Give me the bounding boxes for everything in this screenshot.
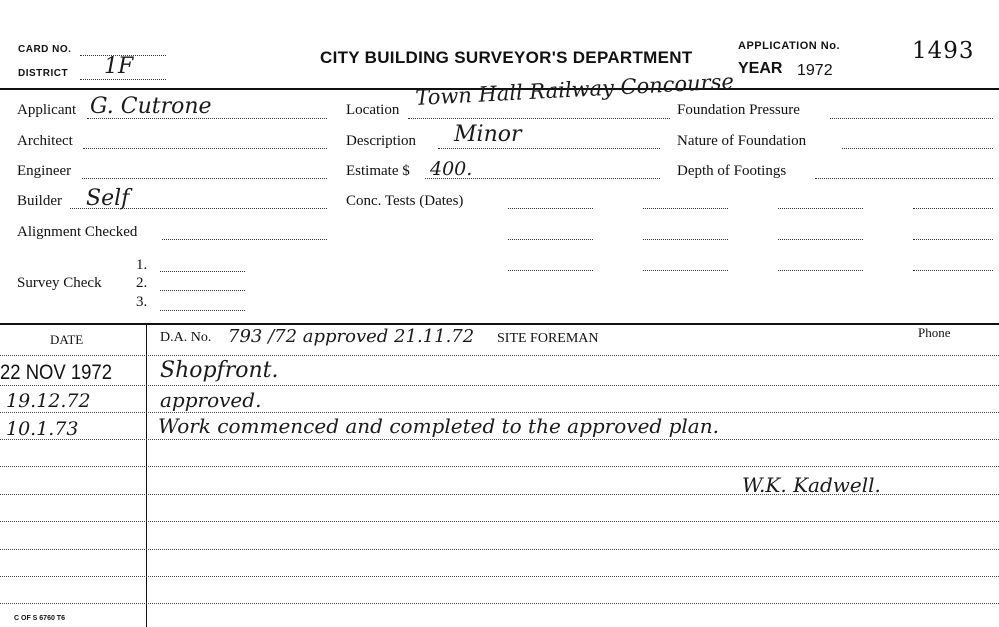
card-no-label: CARD NO. — [18, 44, 72, 55]
conc-line — [643, 208, 728, 209]
survey-check-label: Survey Check — [17, 275, 102, 291]
applicant-label: Applicant — [17, 102, 77, 118]
conc-line — [508, 270, 593, 271]
log-row-line — [0, 466, 999, 467]
district-line — [80, 79, 166, 80]
location-label: Location — [346, 102, 400, 118]
foundation-pressure-line — [830, 118, 993, 119]
conc-line — [643, 270, 728, 271]
da-label: D.A. No. — [160, 330, 212, 345]
conc-tests-label: Conc. Tests (Dates) — [346, 193, 464, 209]
alignment-line — [162, 239, 327, 240]
nature-foundation-line — [842, 148, 993, 149]
survey-line-3 — [160, 310, 245, 311]
architect-label: Architect — [17, 133, 73, 149]
date-column-divider — [146, 324, 147, 627]
conc-line — [508, 208, 593, 209]
form-code: C OF S 6760 T6 — [14, 615, 65, 622]
conc-line — [913, 270, 993, 271]
description-value: Minor — [454, 122, 522, 147]
builder-label: Builder — [17, 193, 62, 209]
entry-text: Shopfront. — [160, 358, 279, 383]
application-label: APPLICATION No. — [738, 40, 841, 52]
signature: W.K. Kadwell. — [742, 473, 881, 497]
foundation-pressure-label: Foundation Pressure — [677, 102, 800, 118]
log-row-line — [0, 521, 999, 522]
log-row-line — [0, 576, 999, 577]
district-label: DISTRICT — [18, 68, 69, 79]
entry-date: 10.1.73 — [6, 418, 79, 440]
location-line — [408, 118, 670, 119]
district-value: 1F — [104, 54, 134, 79]
log-row-line — [0, 412, 999, 413]
conc-line — [508, 239, 593, 240]
log-row-line — [0, 439, 999, 440]
log-row-line — [0, 355, 999, 356]
date-header: DATE — [50, 332, 84, 347]
year-label: YEAR — [738, 60, 783, 77]
survey-line-1 — [160, 271, 245, 272]
log-top-border — [0, 323, 999, 325]
site-foreman-label: SITE FOREMAN — [497, 331, 599, 346]
conc-line — [778, 270, 863, 271]
entry-text: approved. — [160, 388, 262, 412]
conc-line — [643, 239, 728, 240]
engineer-line — [82, 178, 327, 179]
estimate-label: Estimate $ — [346, 163, 410, 179]
conc-line — [913, 208, 993, 209]
nature-foundation-label: Nature of Foundation — [677, 133, 807, 149]
estimate-value: 400. — [430, 158, 473, 180]
log-row-line — [0, 385, 999, 386]
architect-line — [83, 148, 327, 149]
alignment-label: Alignment Checked — [17, 224, 138, 240]
department-title: CITY BUILDING SURVEYOR'S DEPARTMENT — [320, 48, 693, 67]
builder-value: Self — [86, 186, 130, 211]
description-label: Description — [346, 133, 416, 149]
log-row-line — [0, 603, 999, 604]
conc-line — [778, 208, 863, 209]
log-row-line — [0, 549, 999, 550]
year-value: 1972 — [797, 62, 833, 79]
entry-text: Work commenced and completed to the approved plan. — [158, 414, 719, 438]
engineer-label: Engineer — [17, 163, 72, 179]
depth-footings-label: Depth of Footings — [677, 163, 787, 179]
phone-label: Phone — [918, 325, 951, 340]
description-line — [438, 148, 660, 149]
depth-footings-line — [815, 178, 993, 179]
conc-line — [778, 239, 863, 240]
survey-num-1: 1. — [136, 257, 148, 273]
location-value: Town Hall Railway Concourse — [414, 69, 735, 110]
survey-line-2 — [160, 290, 245, 291]
survey-num-2: 2. — [136, 275, 148, 291]
applicant-value: G. Cutrone — [90, 94, 212, 119]
application-number: 1493 — [912, 38, 975, 64]
entry-date: 19.12.72 — [6, 390, 91, 412]
survey-num-3: 3. — [136, 294, 148, 310]
entry-date-stamp: 22 NOV 1972 — [0, 361, 112, 384]
da-value: 793 /72 approved 21.11.72 — [228, 326, 475, 347]
conc-line — [913, 239, 993, 240]
